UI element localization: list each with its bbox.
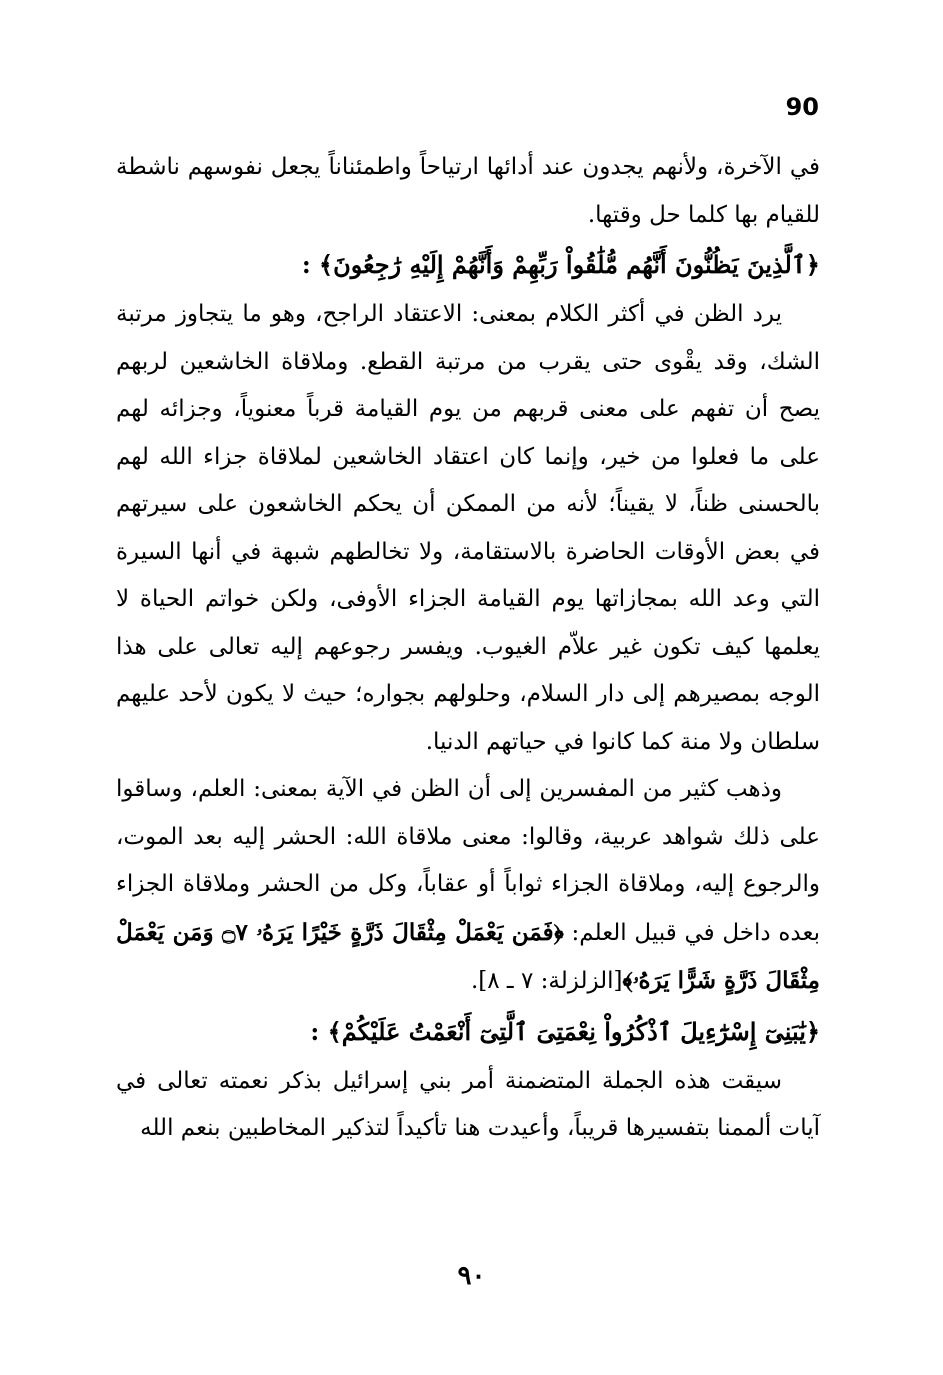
paragraph-commentary: يرد الظن في أكثر الكلام بمعنى: الاعتقاد الراجح، وهو ما يتجاوز مرتبة الشك، وقد يقْوى حتى يقرب من مرتبة القطع. وملاقاة الخاشعين لربهم يصح أن تفهم على معنى قربهم من يوم القيامة قرباً معنوياً، وجزائه لهم على ما فعلوا من خير، وإنما كان اعتقاد الخاشعين لملاقاة جزاء الله لهم بالحسنى ظناً، لا يقيناً؛ لأنه من الممكن أن يحكم الخاشعون على سيرتهم في بعض الأوقات الحاضرة بالاستقامة، ولا تخالطهم شبهة في أنها السيرة التي وعد الله بمجازاتها يوم القيامة الجزاء الأوفى، ولكن خواتم الحياة لا يعلمها كيف تكون غير علاّم الغيوب. ويفسر رجوعهم إليه تعالى على هذا الوجه بمصيرهم إلى دار السلام، وحلولهم بجواره؛ حيث لا يكون لأحد عليهم سلطان ولا منة كما كانوا في حياتهم الدنيا. (116, 301, 820, 755)
quran-reference: [الزلزلة: ٧ ـ ٨]. (470, 968, 623, 994)
page-number-top: 90 (785, 93, 819, 121)
quran-inline-quote: ﴿فَمَن يَعْمَلْ مِثْقَالَ ذَرَّةٍ خَيْرًا يَرَهُۥ ۝٧ وَمَن يَعْمَلْ مِثْقَالَ ذَرَّةٍ شَرًّا يَرَهُۥ﴾ (116, 918, 820, 994)
paragraph-final: سيقت هذه الجملة المتضمنة أمر بني إسرائيل بذكر نعمته تعالى في آيات ألممنا بتفسيرها قريباً، وأعيدت هنا تأكيداً لتذكير المخاطبين بنعم الله (116, 1067, 820, 1141)
quran-verse-heading-2: ﴿يَٰبَنِىٓ إِسْرَٰٓءِيلَ ٱذْكُرُواْ نِعْمَتِىَ ٱلَّتِىٓ أَنْعَمْتُ عَلَيْكُمْ﴾ : (310, 1016, 820, 1046)
page-number-bottom: ٩٠ (457, 1261, 486, 1291)
quran-verse-heading: ﴿ٱلَّذِينَ يَظُنُّونَ أَنَّهُم مُّلَٰقُواْ رَبِّهِمْ وَأَنَّهُمْ إِلَيْهِ رَٰجِعُونَ﴾ : (301, 250, 820, 279)
paragraph-interpretation-text: وذهب كثير من المفسرين إلى أن الظن في الآية بمعنى: العلم، وساقوا على ذلك شواهد عربية، وقالوا: معنى ملاقاة الله: الحشر إليه بعد الموت، والرجوع إليه، وملاقاة الجزاء ثواباً أو عقاباً، وكل من الحشر وملاقاة الجزاء بعده داخل في قبيل العلم: (116, 776, 820, 946)
paragraph-continuation: في الآخرة، ولأنهم يجدون عند أدائها ارتياحاً واطمئناناً يجعل نفوسهم ناشطة للقيام بها كلما حل وقتها. (116, 154, 820, 228)
body-text (116, 144, 820, 1153)
paragraph-interpretation (116, 766, 820, 1006)
